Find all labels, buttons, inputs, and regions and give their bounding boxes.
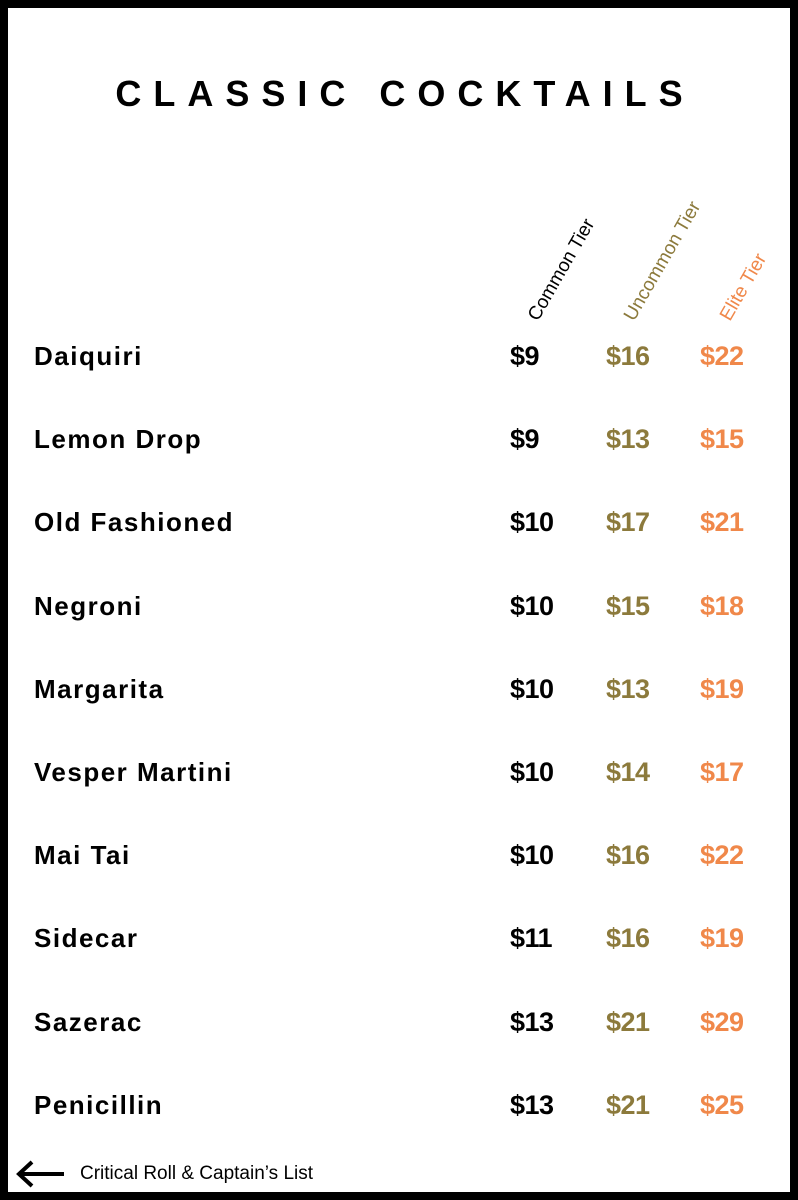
list-item — [8, 994, 790, 1077]
cocktail-name: Vesper Martini — [34, 756, 233, 787]
price-uncommon: $16 — [606, 341, 650, 371]
cocktail-name: Mai Tai — [34, 840, 131, 871]
price-uncommon: $14 — [606, 756, 650, 787]
price-common: $10 — [510, 590, 554, 621]
list-item — [8, 578, 790, 661]
price-common: $10 — [510, 673, 554, 704]
price-common: $13 — [510, 1006, 554, 1037]
price-common: $10 — [510, 840, 554, 871]
price-elite: $19 — [700, 923, 744, 954]
cocktail-name: Penicillin — [34, 1089, 164, 1120]
price-uncommon: $21 — [606, 1089, 650, 1120]
cocktail-list — [8, 328, 790, 1160]
list-item — [8, 1077, 790, 1160]
price-elite: $22 — [700, 341, 744, 371]
price-common: $10 — [510, 756, 554, 787]
menu-page — [8, 8, 790, 1192]
price-uncommon: $13 — [606, 424, 650, 455]
list-item — [8, 744, 790, 827]
price-common: $11 — [510, 923, 553, 954]
price-common: $13 — [510, 1089, 554, 1120]
price-uncommon: $15 — [606, 590, 650, 621]
price-uncommon: $21 — [606, 1006, 650, 1037]
cocktail-name: Daiquiri — [34, 341, 143, 371]
cocktail-name: Old Fashioned — [34, 507, 235, 538]
price-elite: $17 — [700, 756, 744, 787]
price-elite: $29 — [700, 1006, 744, 1037]
left-arrow-icon — [14, 1159, 66, 1189]
back-link-label: Critical Roll & Captain’s List — [80, 1163, 314, 1184]
price-elite: $22 — [700, 840, 744, 871]
page-title: CLASSIC COCKTAILS — [115, 73, 695, 114]
price-common: $9 — [510, 341, 540, 371]
list-item — [8, 661, 790, 744]
list-item — [8, 494, 790, 577]
price-uncommon: $17 — [606, 507, 650, 538]
cocktail-name: Margarita — [34, 673, 165, 704]
cocktail-name: Negroni — [34, 590, 143, 621]
tier-header-uncommon: Uncommon Tier — [620, 197, 706, 325]
price-elite: $25 — [700, 1089, 744, 1120]
cocktail-name: Sazerac — [34, 1006, 143, 1037]
price-uncommon: $16 — [606, 840, 650, 871]
price-common: $9 — [510, 424, 540, 455]
list-item — [8, 827, 790, 910]
back-link[interactable] — [14, 1156, 313, 1192]
price-elite: $15 — [700, 424, 744, 455]
list-item — [8, 910, 790, 993]
cocktail-name: Sidecar — [34, 923, 139, 954]
list-item — [8, 328, 790, 411]
list-item — [8, 411, 790, 494]
price-elite: $19 — [700, 673, 744, 704]
price-common: $10 — [510, 507, 554, 538]
price-uncommon: $13 — [606, 673, 650, 704]
tier-header-common: Common Tier — [524, 215, 600, 325]
price-uncommon: $16 — [606, 923, 650, 954]
cocktail-name: Lemon Drop — [34, 424, 203, 455]
price-elite: $18 — [700, 590, 744, 621]
tier-header-elite: Elite Tier — [716, 249, 772, 325]
price-elite: $21 — [700, 507, 744, 538]
